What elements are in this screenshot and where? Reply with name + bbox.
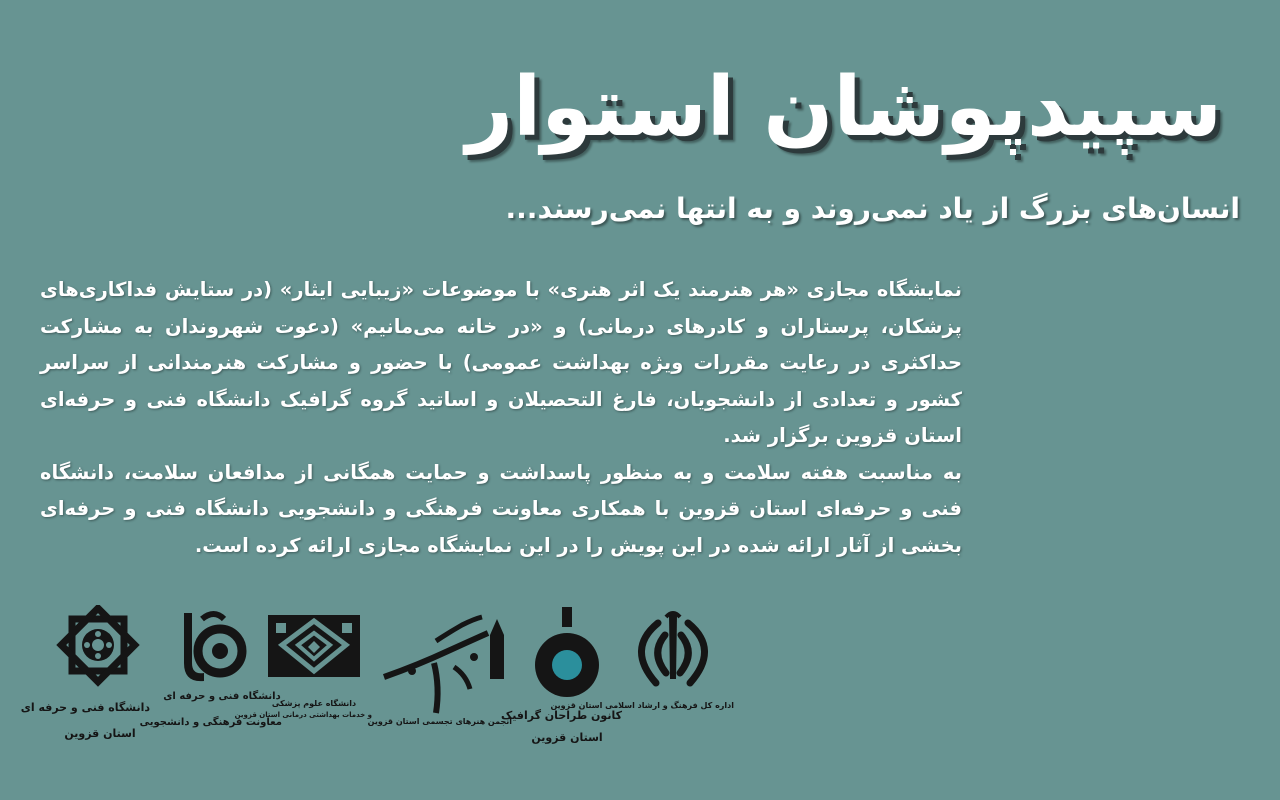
- graphic-designers-logo-icon: [512, 605, 622, 703]
- medical-university-caption-2: و خدمات بهداشتی درمانی استان قزوین: [234, 711, 372, 719]
- medical-university-caption-1: دانشگاه علوم پزشکی: [271, 699, 357, 708]
- visual-arts-caption: انجمن هنرهای تجسمی استان قزوین: [367, 717, 512, 726]
- tvu-qazvin-logo: [20, 605, 150, 740]
- exhibition-description: [40, 272, 962, 564]
- iran-emblem-icon: [618, 605, 728, 695]
- visual-arts-association-logo: [367, 605, 512, 726]
- page-title: سپیدپوشان استوار: [465, 60, 1222, 155]
- description-paragraph-2: به مناسبت هفته سلامت و به منظور پاسداشت و حمایت همگانی از مدافعان سلامت، دانشگاه فنی و حرفه‌ای استان قزوین با همکاری معاونت فرهنگی و دانشجویی دانشگاه فنی و حرفه‌ای بخشی از آثار ارائه شده در این پویش را در این نمایشگاه مجازی ارائه کرده است.: [40, 460, 962, 557]
- graphic-designers-caption-2: استان قزوین: [531, 731, 603, 744]
- graphic-designers-logo: [501, 605, 622, 744]
- culture-office-logo: [550, 605, 734, 710]
- culture-office-caption: اداره کل فرهنگ و ارشاد اسلامی استان قزوین: [550, 701, 734, 710]
- page-subtitle: انسان‌های بزرگ از یاد نمی‌روند و به انتها نمی‌رسند...: [505, 192, 1240, 225]
- medical-university-logo-icon: [262, 605, 366, 693]
- tvu-cultural-caption-1: دانشگاه فنی و حرفه ای: [163, 691, 281, 702]
- tvu-qazvin-caption-1: دانشگاه فنی و حرفه ای: [20, 701, 150, 714]
- description-paragraph-1: نمایشگاه مجازی «هر هنرمند یک اثر هنری» با موضوعات «زیبایی ایثار» (در ستایش فداکاری‌های پزشکان، پرستاران و کادرهای درمانی) و «در خانه می‌مانیم» (دعوت شهروندان به مشارکت حداکثری در رعایت مقررات ویژه بهداشت عمومی) با حضور و مشارکت هنرمندانی از سراسر کشور و تعدادی از دانشجویان، فارغ التحصیلان و اساتید گروه گرافیک دانشگاه فنی و حرفه‌ای استان قزوین برگزار شد.: [40, 278, 962, 447]
- tvu-qazvin-logo-icon: [50, 605, 150, 695]
- medical-university-logo: [234, 605, 372, 719]
- tvu-qazvin-caption-2: استان قزوین: [64, 727, 136, 740]
- graphic-designers-caption-1: کانون طراحان گرافیک: [501, 709, 622, 722]
- sponsor-logos: [20, 605, 740, 765]
- tvu-cultural-caption-2: معاونت فرهنگی و دانشجویی: [139, 717, 282, 728]
- visual-arts-association-logo-icon: [378, 605, 512, 715]
